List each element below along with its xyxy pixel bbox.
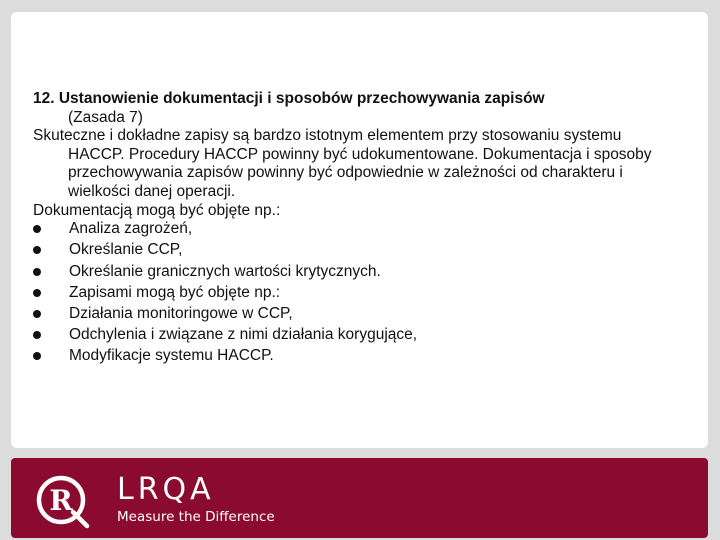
bullet-list (33, 220, 673, 366)
bullet-text: Modyfikacje systemu HACCP. (69, 347, 274, 365)
bullet-icon (33, 246, 41, 254)
heading-subtitle: (Zasada 7) (68, 108, 143, 126)
bullet-icon (33, 331, 41, 339)
bullet-text: Zapisami mogą być objęte np.: (69, 283, 281, 301)
bullet-icon (33, 225, 41, 233)
bullet-text: Odchylenia i związane z nimi działania korygujące, (69, 326, 418, 344)
bullet-text: Określanie granicznych wartości krytycznych. (69, 262, 381, 280)
heading-title: 12. Ustanowienie dokumentacji i sposobów przechowywania zapisów (33, 90, 545, 107)
lrqa-logo-icon (33, 470, 93, 530)
bullet-item (33, 326, 673, 345)
bullet-item (33, 263, 673, 282)
bullet-icon (33, 352, 41, 360)
bullet-text: Działania monitoringowe w CCP, (69, 304, 293, 322)
footer-bar (11, 458, 708, 538)
bullet-icon (33, 289, 41, 297)
bullet-item (33, 241, 673, 260)
brand-name: LRQA (117, 472, 215, 507)
intro-paragraph: Skuteczne i dokładne zapisy są bardzo istotnym elementem przy stosowaniu systemu HACCP. Procedury HACCP powinny być udokumentowane. Dokumentacja i sposoby przechowywania zapisów powinny być odpowiednie w zależności od charakteru i wielkości danej operacji. (33, 127, 652, 200)
bullet-item (33, 284, 673, 303)
bullet-item (33, 305, 673, 324)
bullet-icon (33, 268, 41, 276)
documentation-label: Dokumentacją mogą być objęte np.: (33, 201, 281, 219)
bullet-text: Analiza zagrożeń, (69, 220, 193, 238)
slide-body (33, 90, 673, 368)
bullet-icon (33, 310, 41, 318)
bullet-item (33, 347, 673, 366)
brand-tagline: Measure the Difference (117, 509, 275, 525)
bullet-item (33, 220, 673, 239)
bullet-text: Określanie CCP, (69, 241, 183, 259)
logo-letter: R (49, 484, 73, 517)
slide-heading (33, 90, 673, 127)
